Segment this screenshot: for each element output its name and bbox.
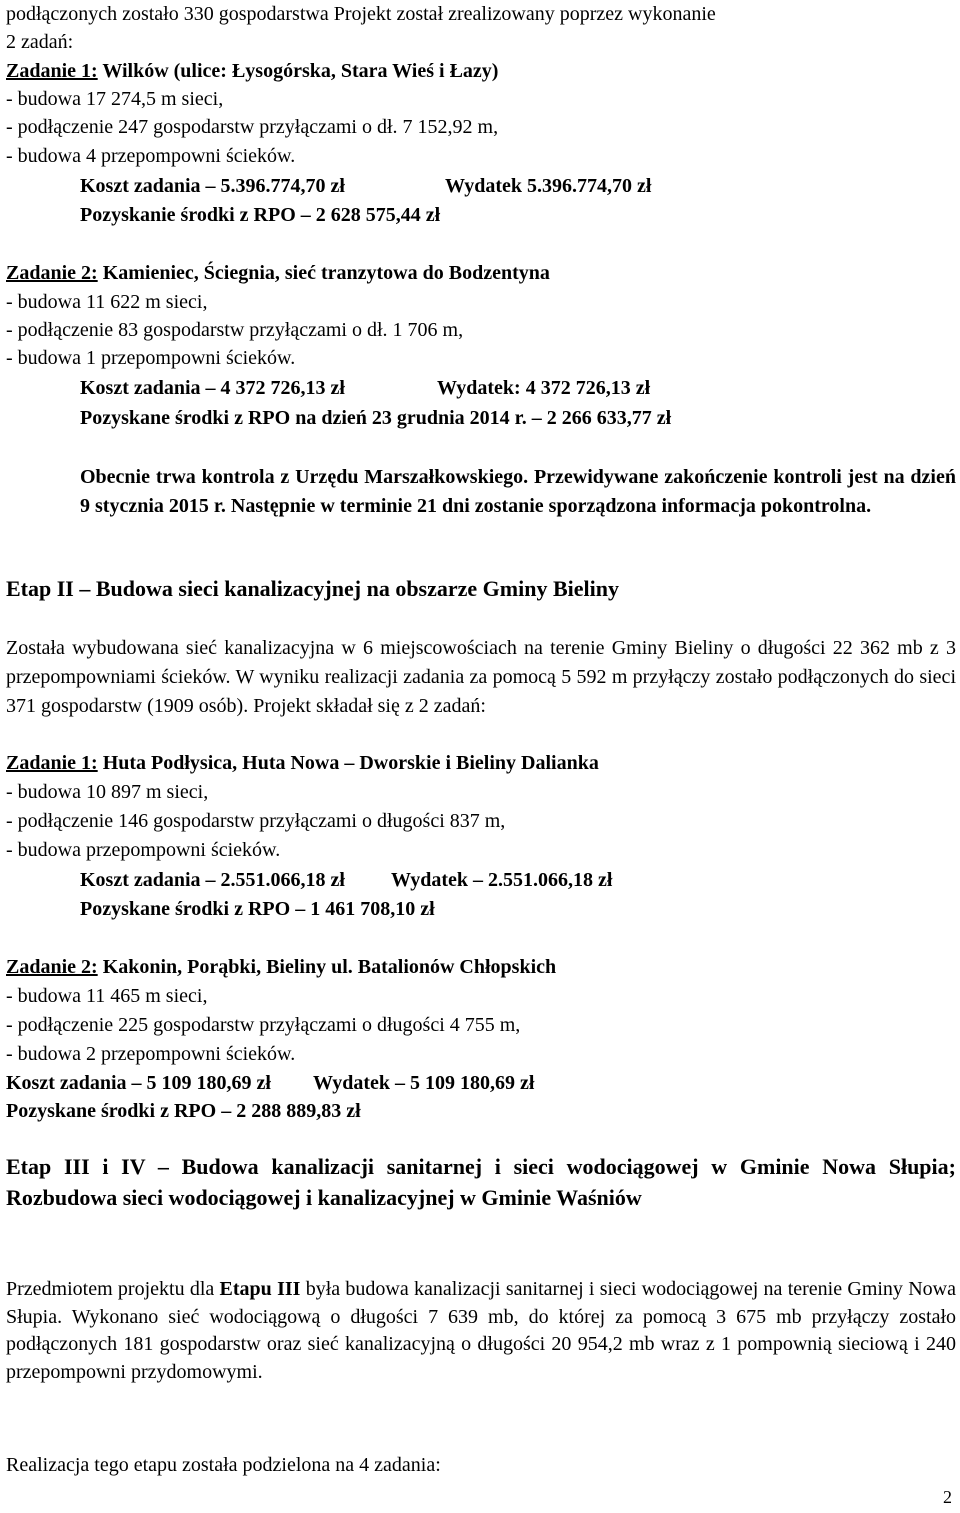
etap34-heading: Etap III i IV – Budowa kanalizacji sanitarnej i sieci wodociągowej w Gminie Nowa Słupia; Rozbudowa sieci wodociągowej i kanalizacyjnej w Gminie Waśniów xyxy=(6,1154,956,1210)
intro-line-2: 2 zadań: xyxy=(6,31,74,53)
etap2-zadanie2-costs xyxy=(6,1069,534,1097)
etap2-zadanie1-koszt: Koszt zadania – 2.551.066,18 zł xyxy=(80,869,345,891)
etap2-zadanie2-pozyskane: Pozyskane środki z RPO – 2 288 889,83 zł xyxy=(6,1100,361,1122)
etap2-zadanie2-heading xyxy=(6,953,556,981)
etap1-zadanie2-item-2: - podłączenie 83 gospodarstw przyłączami o dł. 1 706 m, xyxy=(6,319,464,341)
etap1-zadanie2-wydatek: Wydatek: 4 372 726,13 zł xyxy=(437,377,651,399)
etap1-zadanie1-pozyskanie: Pozyskanie środki z RPO – 2 628 575,44 zł xyxy=(80,204,441,226)
etap2-zadanie2-item-2: - podłączenie 225 gospodarstw przyłączami o długości 4 755 m, xyxy=(6,1014,521,1036)
etap1-zadanie2-item-3: - budowa 1 przepompowni ścieków. xyxy=(6,347,296,369)
etap1-zadanie2-heading xyxy=(6,259,550,287)
etap2-paragraph: Została wybudowana sieć kanalizacyjna w 6 miejscowościach na terenie Gminy Bieliny o długości 22 362 mb z 3 przepompowniami ścieków. W wyniku realizacji zadania za pomocą 5 592 m przyłączy zostało podłączonych do sieci 371 gospodarstw (1909 osób). Projekt składał się z 2 zadań: xyxy=(6,637,956,717)
etap34-paragraph xyxy=(6,1276,956,1386)
etap1-zadanie2-koszt: Koszt zadania – 4 372 726,13 zł xyxy=(80,377,345,399)
etap1-zadanie2-title: Kamieniec, Ściegnia, sieć tranzytowa do Bodzentyna xyxy=(97,262,550,284)
etap2-zadanie1-item-3: - budowa przepompowni ścieków. xyxy=(6,839,281,861)
etap2-zadanie1-costs xyxy=(80,866,612,894)
intro-line-1: podłączonych zostało 330 gospodarstwa Projekt został zrealizowany poprzez wykonanie xyxy=(6,3,716,25)
etap1-zadanie1-title: Wilków (ulice: Łysogórska, Stara Wieś i Łazy) xyxy=(97,60,499,82)
etap1-zadanie2-item-1: - budowa 11 622 m sieci, xyxy=(6,291,208,313)
etap2-zadanie2-koszt: Koszt zadania – 5 109 180,69 zł xyxy=(6,1072,271,1094)
etap1-zadanie2-pozyskane: Pozyskane środki z RPO na dzień 23 grudnia 2014 r. – 2 266 633,77 zł xyxy=(80,407,672,429)
etap1-zadanie1-item-3: - budowa 4 przepompowni ścieków. xyxy=(6,145,296,167)
etap1-zadanie1-label: Zadanie 1: xyxy=(6,60,98,82)
etap2-heading: Etap II – Budowa sieci kanalizacyjnej na obszarze Gminy Bieliny xyxy=(6,576,619,601)
etap34-para-bold: Etapu III xyxy=(219,1278,301,1300)
etap1-zadanie2-label: Zadanie 2: xyxy=(6,262,98,284)
etap1-zadanie1-item-2: - podłączenie 247 gospodarstw przyłączami o dł. 7 152,92 m, xyxy=(6,116,499,138)
etap2-zadanie1-title: Huta Podłysica, Huta Nowa – Dworskie i Bieliny Dalianka xyxy=(97,752,599,774)
etap1-kontrola-paragraph: Obecnie trwa kontrola z Urzędu Marszałkowskiego. Przewidywane zakończenie kontroli jest na dzień 9 stycznia 2015 r. Następnie w terminie 21 dni zostanie sporządzona informacja pokontrolna. xyxy=(80,466,956,517)
page-number: 2 xyxy=(943,1487,952,1507)
etap34-realizacja: Realizacja tego etapu została podzielona na 4 zadania: xyxy=(6,1454,441,1476)
etap1-zadanie1-costs xyxy=(80,172,651,200)
etap2-zadanie2-item-3: - budowa 2 przepompowni ścieków. xyxy=(6,1043,296,1065)
etap2-zadanie2-item-1: - budowa 11 465 m sieci, xyxy=(6,985,208,1007)
etap2-zadanie1-heading xyxy=(6,749,599,777)
etap2-zadanie1-wydatek: Wydatek – 2.551.066,18 zł xyxy=(391,869,613,891)
etap2-zadanie1-item-1: - budowa 10 897 m sieci, xyxy=(6,781,209,803)
etap2-zadanie1-item-2: - podłączenie 146 gospodarstw przyłączami o długości 837 m, xyxy=(6,810,506,832)
etap1-zadanie1-koszt: Koszt zadania – 5.396.774,70 zł xyxy=(80,175,345,197)
etap1-zadanie1-wydatek: Wydatek 5.396.774,70 zł xyxy=(445,175,652,197)
etap2-zadanie2-wydatek: Wydatek – 5 109 180,69 zł xyxy=(313,1072,535,1094)
etap2-zadanie1-label: Zadanie 1: xyxy=(6,752,98,774)
etap1-zadanie1-item-1: - budowa 17 274,5 m sieci, xyxy=(6,88,224,110)
etap2-zadanie2-label: Zadanie 2: xyxy=(6,956,98,978)
etap2-zadanie1-pozyskane: Pozyskane środki z RPO – 1 461 708,10 zł xyxy=(80,898,435,920)
etap1-zadanie2-costs xyxy=(80,374,650,402)
etap34-para-post: była budowa kanalizacji sanitarnej i sieci wodociągowej na terenie Gminy Nowa Słupia. Wykonano sieć wodociągową o długości 7 639 mb, do której za pomocą 3 675 mb przyłączy zostało podłączonych 181 gospodarstw oraz sieć kanalizacyjną o długości 20 954,2 mb wraz z 1 pompownią sieciową i 240 przepompowni przydomowymi. xyxy=(6,1278,956,1383)
etap34-para-pre: Przedmiotem projektu dla xyxy=(6,1278,220,1300)
etap2-zadanie2-title: Kakonin, Porąbki, Bieliny ul. Batalionów Chłopskich xyxy=(97,956,557,978)
etap1-zadanie1-heading xyxy=(6,57,498,85)
